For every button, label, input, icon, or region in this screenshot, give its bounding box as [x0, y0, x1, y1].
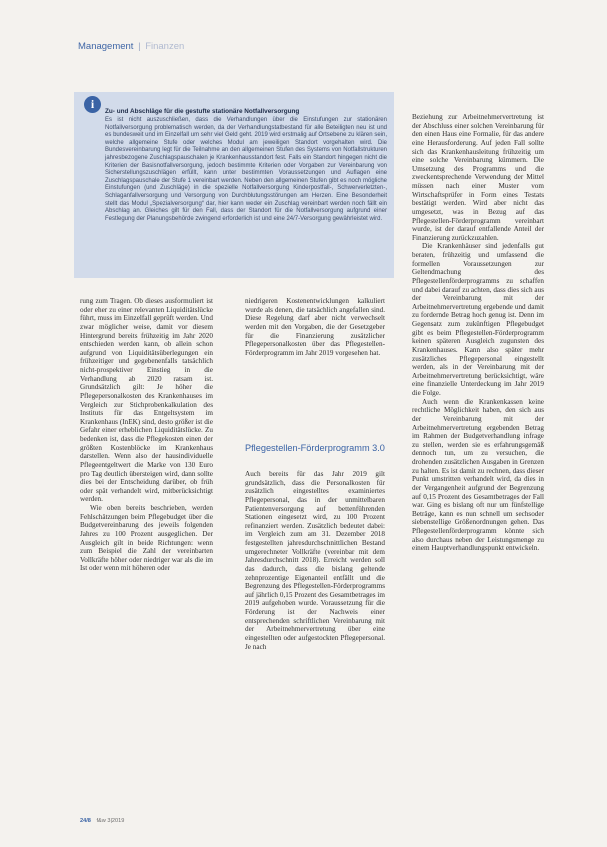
info-box-body: Es ist nicht auszuschließen, dass die Verhandlungen über die Einstufungen zur stationären Notfallversorgung problematisch werden, da der Verhandlungstatbestand für alle Beteiligten neu ist und es bundesweit und im Einzelfall um sehr viel Geld geht. 2019 wird erstmalig auf Ortsebene zu klären sein, welche allgemeine Stufe oder welches Modul am jeweiligen Standort vorgehalten wird. Die Bundesvereinbarung legt für die Teilnahme an den allgemeinen Stufen des Systems von Notfallstrukturen jahresbezogene Zuschlagspauschalen je Krankenhausstandort fest. Falls ein Standort hingegen nicht die Kriterien der Basisnotfallversorgung, jedoch bestimmte Kriterien oder Vorgaben zur Vereinbarung von Sicherstellungszuschlägen erfüllt, kann unter bestimmten Voraussetzungen und Auflagen eine Zuschlagspauschale der Stufe 1 vereinbart werden. Neben den allgemeinen Stufen gibt es noch mögliche Einstufungen (und Zuschläge) in die spezielle Notfallversorgung Kinderpostfall-, Schwerverletzten-, Schlaganfallversorgung und Versorgung von Durchblutungsstörungen am Herzen. Eine Besonderheit stellt das Modul „Spezialversorgung“ dar, hier kann weder ein Zuschlag vereinbart werden noch fällt ein Abschlag an. Gleiches gilt für den Fall, dass der Standort für die Notfallversorgung aufgrund einer Festlegung der Planungsbehörde zwingend erforderlich ist und eine 24/7-Versorgung gewährleistet wird. [105, 117, 387, 222]
page-footer [80, 818, 124, 824]
subsection-label: Finanzen [145, 41, 185, 52]
page-number: 24/8 [80, 818, 91, 824]
info-box-title: Zu- und Abschläge für die gestufte stationäre Notfallversorgung [105, 108, 300, 115]
section-subheading: Pflegestellen-Förderprogramm 3.0 [245, 443, 385, 453]
text-column-2-top [245, 297, 385, 439]
paragraph: Beziehung zur Arbeitnehmervertretung ist der Abschluss einer solchen Vereinbarung für den einen Haus eine Formalie, für das andere eine Herausforderung. Auf jeden Fall sollte sich das Krankenhausleitung frühzeitig um eine solche Vereinbarung kümmern. Die Umsetzung des Programms und die zweckentsprechende Verwendung der Mittel müssen nach einer Muster vom Wirtschaftsprüfer in Form eines Testats bestätigt werden. Wird aber nicht das umgesetzt, was in Bezug auf das Pflegestellen-Förderprogramm vereinbart wurde, ist der darauf entfallende Anteil der Finanzierung zurückzuzahlen. [412, 113, 544, 242]
paragraph: Wie oben bereits beschrieben, werden Fehlschätzungen beim Pflegebudget über die Budgetvereinbarung des jeweils folgenden Jahres zu 100 Prozent ausgeglichen. Der Ausgleich gilt in beide Richtungen: wenn zum Beispiel die Zahl der vereinbarten Vollkräfte höher oder niedriger war als die im Ist oder wenn mit höheren oder [80, 504, 213, 573]
text-column-2-bottom [245, 470, 385, 836]
paragraph: Auch wenn die Krankenkassen keine rechtliche Möglichkeit haben, den sich aus der Vereinbarung mit der Arbeitnehmervertretung ergebenden Betrag im Rahmen der Budgetverhandlung infrage zu stellen, werden sie es erfahrungsgemäß dennoch tun, um zu versuchen, die drohenden zusätzlichen Ausgaben in Grenzen zu halten. Es ist damit zu rechnen, dass dieser Punkt umstritten verhandelt wird, da dies in der Vergangenheit aufgrund der Begrenzung auf 0,15 Prozent des Gesamtbetrages der Fall war. Ging es bislang oft nur um fünfstellige Beträge, kann es nun schnell um sechsoder siebenstellige Größenordnungen gehen. Das Pflegestellenförderprogramm könnte sich also durchaus neben der Leistungsmenge zu einem Hauptverhandlungspunkt entwickeln. [412, 397, 544, 553]
paragraph: Auch bereits für das Jahr 2019 gilt grundsätzlich, dass die Personalkosten für zusätzlich eingestelltes examiniertes Pflegepersonal, das in der unmittelbaren Patientenversorgung auf bettenführenden Stationen eingesetzt wird, zu 100 Prozent refinanziert werden. Zusätzlich bedeutet dabei: im Vergleich zum am 31. Dezember 2018 festgestellten jahresdurchschnittlichen Bestand umgerechneter Vollkräfte (vereinbar mit dem Jahresdurchschnitt 2018). Erreicht werden soll das dadurch, dass die bislang geltende zehnprozentige Eigenanteil entfällt und die Begrenzung des Pflegestellen-Förderprogramms auf jährlich 0,15 Prozent des Gesamtbetrages im 2019 aufgehoben wurde. Voraussetzung für die Förderung ist der Nachweis einer entsprechenden schriftlichen Vereinbarung mit der Arbeitnehmervertretung über eine eingestellten oder aufgestockten Pflegepersonal. Je nach [245, 470, 385, 651]
text-column-3 [412, 113, 544, 835]
section-label: Management [78, 41, 134, 52]
paragraph: rung zum Tragen. Ob dieses ausformuliert ist oder eher zu einer relevanten Liquiditätslücke führt, muss im Einzelfall geprüft werden. Und zwar möglicher weise, damit vor diesem Hintergrund bereits frühzeitig im Jahr 2020 entschieden werden kann, ob allein schon aufgrund von Liquiditätsüberlegungen ein frühzeitiger und gegebenenfalls tatsächlich nicht-prospektiver Einstieg in die Verhandlung ab 2020 ratsam ist. Grundsätzlich gilt: Je höher die Pflegepersonalkosten des Krankenhauses im Vergleich zur Stichprobenkalkulation des Instituts für das Entgeltsystem im Krankenhaus (InEK) sind, desto größer ist die Gefahr einer erheblichen Liquiditätslücke. Zu bedenken ist, dass die Pflegekosten einen der größten Kostenblöcke im Krankenhaus darstellen. Wenn also der hausindividuelle Pflegeentgeltwert die Marke von 130 Euro pro Tag deutlich übersteigen wird, dann sollte dies bei der Entscheidung darüber, ob früh oder spät verhandelt wird, mitberücksichtigt werden. [80, 297, 213, 504]
info-icon: i [84, 96, 101, 113]
info-box [74, 92, 394, 278]
paragraph: Die Krankenhäuser sind jedenfalls gut beraten, frühzeitig und umfassend die formellen Voraussetzungen zur Geltendmachung des Pflegestellenförderprogramms zu schaffen und dabei darauf zu achten, dass dies sich aus der Vereinbarung mit der Arbeitnehmervertretung ergebende und damit zu fordernde Betrag hoch genug ist. Denn im Gegensatz zum zukünftigen Pflegebudget gibt es beim Pflegestellen-Förderprogramm keinen späteren Ausgleich zugunsten des Krankenhauses. Kann also später mehr zusätzliches Pflegepersonal eingestellt werden, als in der Vereinbarung mit der Arbeitnehmervertretung berücksichtigt, wäre eine finanzielle Unterdeckung im Jahr 2019 die Folge. [412, 242, 544, 397]
paragraph: niedrigeren Kostenentwicklungen kalkuliert wurde als denen, die tatsächlich angefallen sind. Diese Regelung darf aber nicht verwechselt werden mit den Vorgaben, die der Gesetzgeber für die Finanzierung zusätzlicher Pflegepersonalkosten über das Pflegestellen-Förderprogramm im Jahr 2019 vorgesehen hat. [245, 297, 385, 357]
running-header [78, 41, 184, 52]
journal-issue: f&w 3|2019 [96, 818, 125, 824]
section-separator: | [138, 41, 141, 52]
text-column-1 [80, 297, 213, 835]
